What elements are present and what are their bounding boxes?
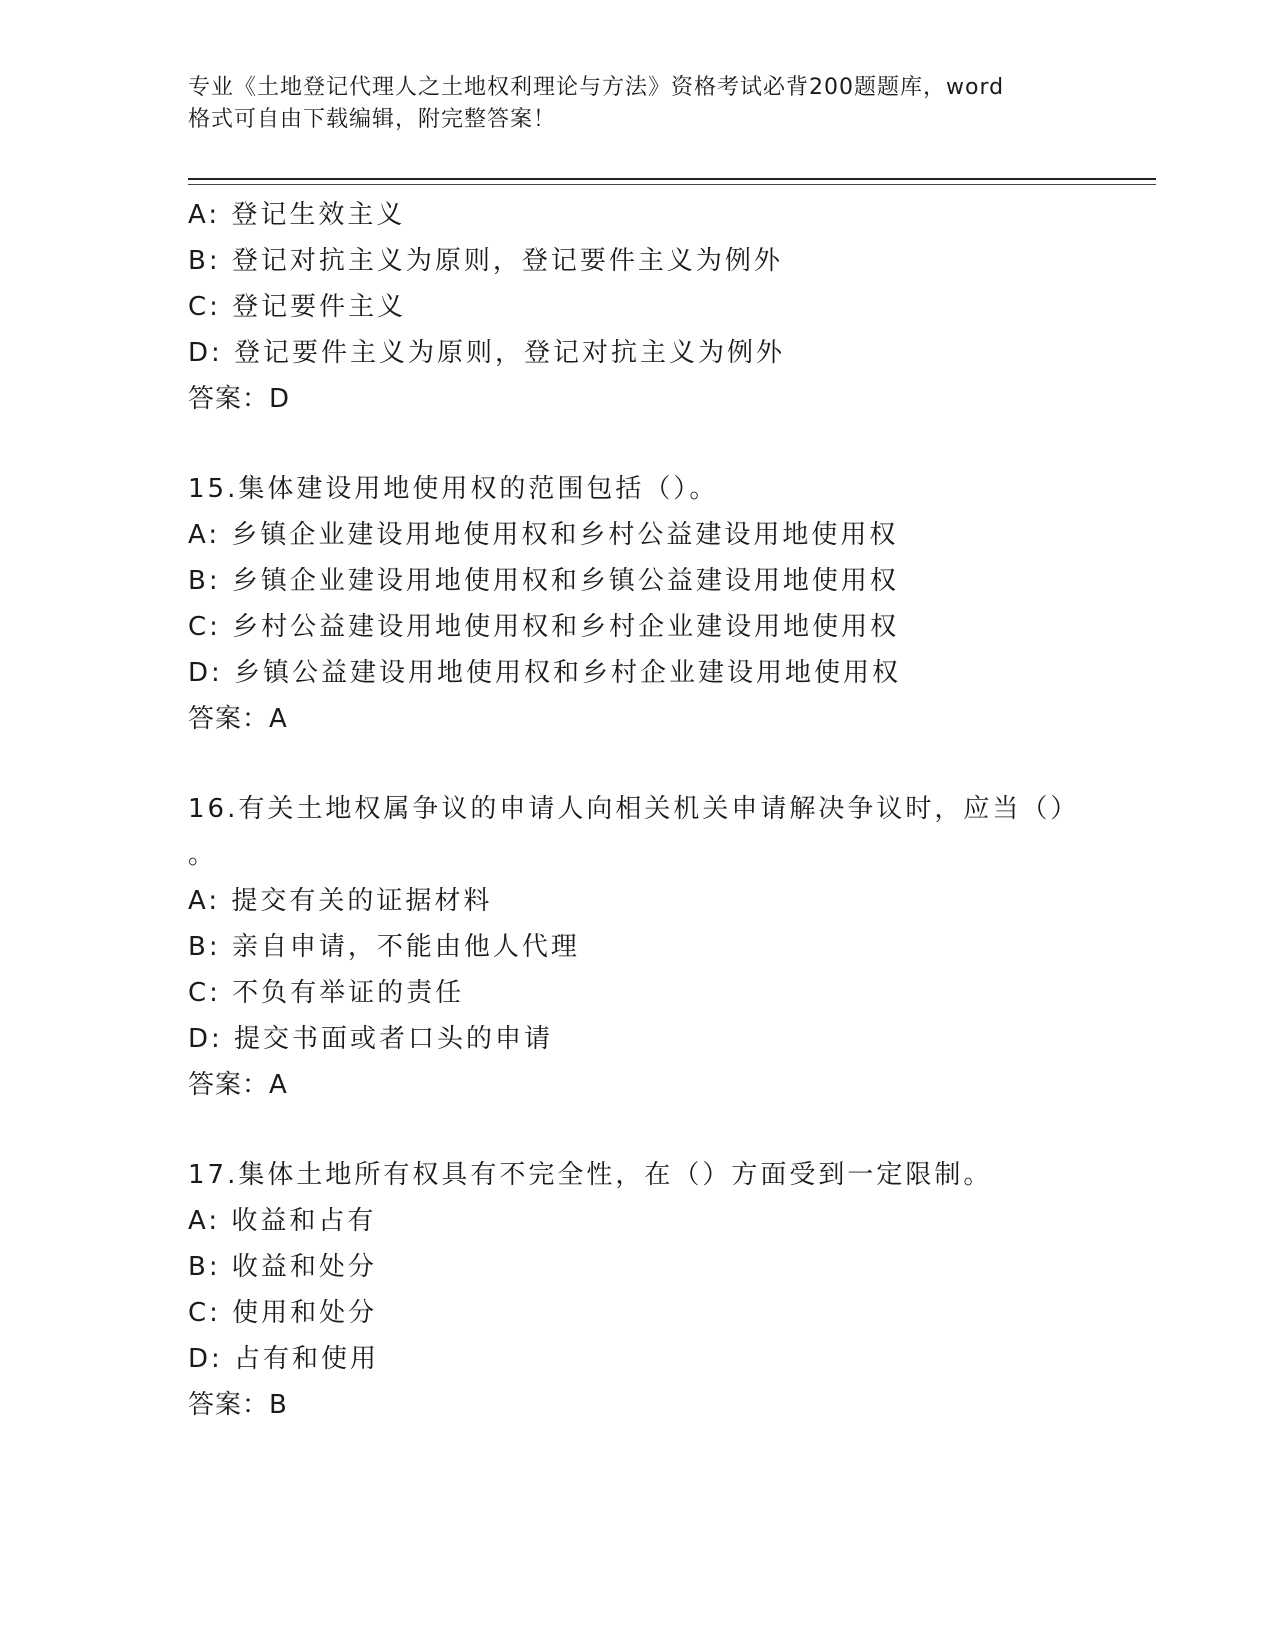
option-d: D: 占有和使用 [188, 1344, 380, 1374]
option-a: A: 提交有关的证据材料 [188, 886, 493, 916]
question-text: 15.集体建设用地使用权的范围包括（）。 [188, 474, 719, 504]
question-text: 17.集体土地所有权具有不完全性，在（）方面受到一定限制。 [188, 1160, 993, 1190]
option-a: A: 乡镇企业建设用地使用权和乡村公益建设用地使用权 [188, 520, 899, 550]
document-header [188, 72, 1068, 136]
option-b: B: 收益和处分 [188, 1252, 377, 1282]
option-b: B: 亲自申请，不能由他人代理 [188, 932, 580, 962]
header-line-2: 格式可自由下载编辑，附完整答案！ [188, 107, 557, 132]
option-a: A: 登记生效主义 [188, 200, 406, 230]
answer: 答案：D [188, 384, 291, 414]
question-16 [188, 786, 1088, 1108]
question-14 [188, 192, 1088, 422]
option-b: B: 乡镇企业建设用地使用权和乡镇公益建设用地使用权 [188, 566, 899, 596]
question-17 [188, 1152, 1088, 1428]
answer: 答案：A [188, 1070, 288, 1100]
option-d: D: 登记要件主义为原则，登记对抗主义为例外 [188, 338, 786, 368]
question-15 [188, 466, 1088, 742]
option-c: C: 使用和处分 [188, 1298, 378, 1328]
answer: 答案：A [188, 704, 288, 734]
option-b: B: 登记对抗主义为原则，登记要件主义为例外 [188, 246, 783, 276]
question-text: 16.有关土地权属争议的申请人向相关机关申请解决争议时，应当（） [188, 794, 1080, 824]
option-d: D: 乡镇公益建设用地使用权和乡村企业建设用地使用权 [188, 658, 902, 688]
header-divider-thin [188, 184, 1156, 185]
option-c: C: 不负有举证的责任 [188, 978, 465, 1008]
question-text-continued: 。 [188, 840, 218, 870]
option-c: C: 登记要件主义 [188, 292, 407, 322]
header-line-1: 专业《土地登记代理人之土地权利理论与方法》资格考试必背200题题库，word [188, 75, 1005, 100]
question-list [188, 192, 1088, 1428]
option-a: A: 收益和占有 [188, 1206, 377, 1236]
answer: 答案：B [188, 1390, 288, 1420]
option-c: C: 乡村公益建设用地使用权和乡村企业建设用地使用权 [188, 612, 900, 642]
option-d: D: 提交书面或者口头的申请 [188, 1024, 554, 1054]
header-divider [188, 178, 1156, 180]
